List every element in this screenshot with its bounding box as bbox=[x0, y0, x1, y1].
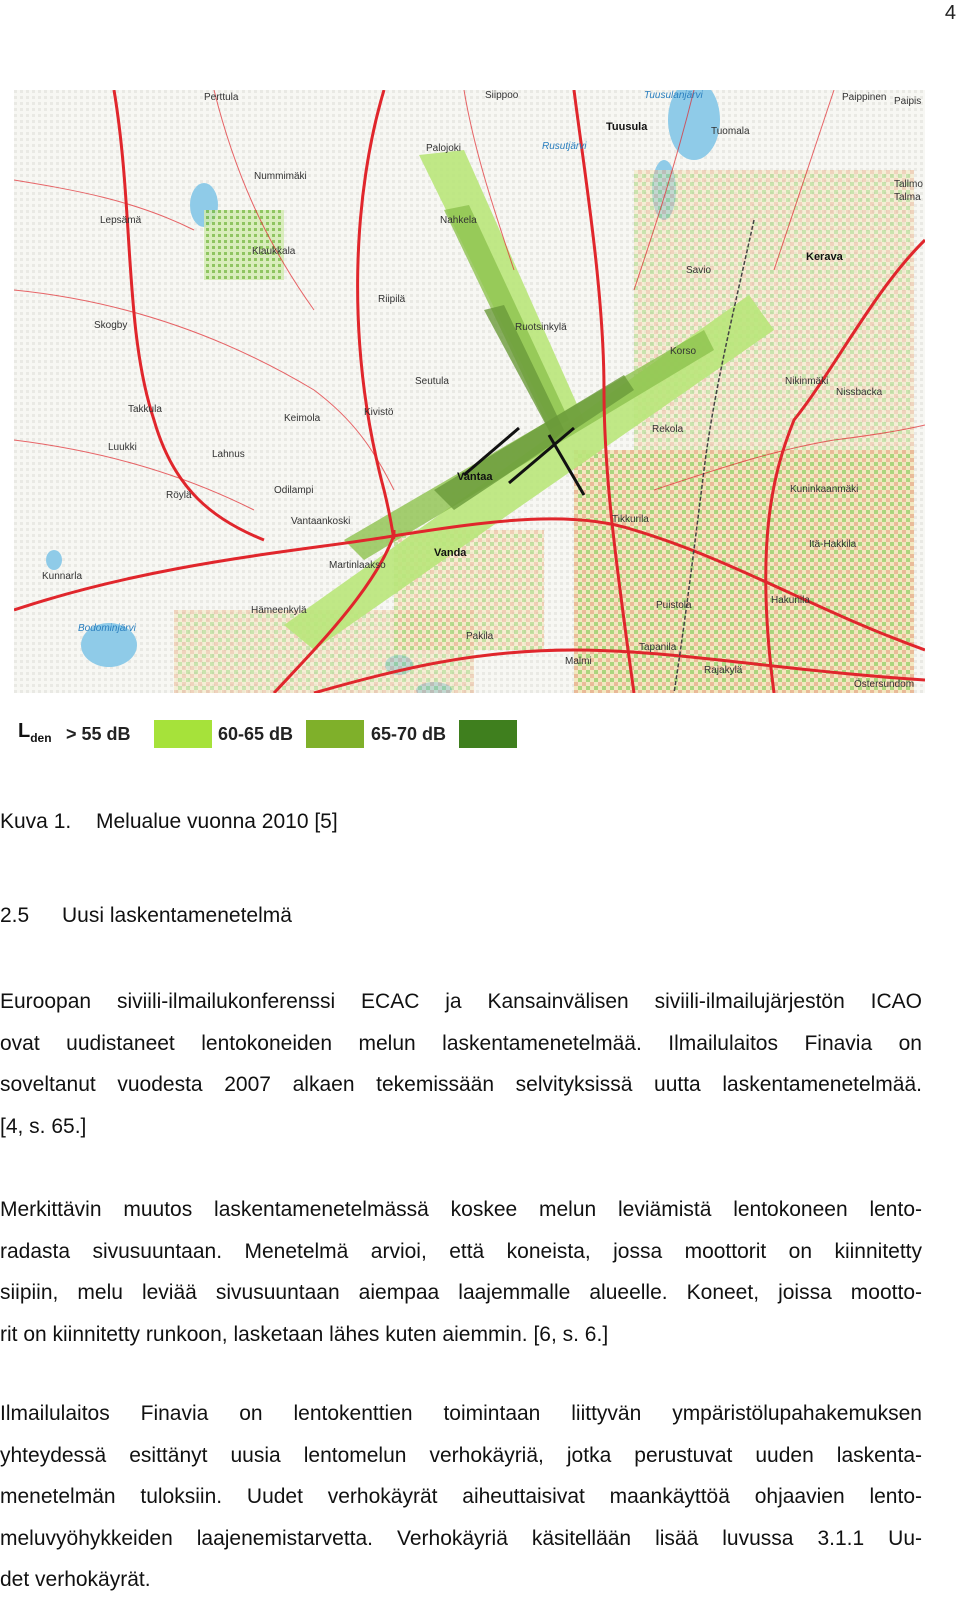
caption-text: Melualue vuonna 2010 [5] bbox=[96, 810, 338, 833]
paragraph-line: radasta sivusuuntaan. Menetelmä arvioi, että koneista, jossa moottorit on kiinnitetty bbox=[0, 1239, 922, 1263]
map-label-siippoo: Siippoo bbox=[485, 90, 519, 101]
map-label-keimola: Keimola bbox=[284, 413, 321, 424]
map-label-perttula: Perttula bbox=[204, 92, 239, 103]
map-label-hameenkyla: Hämeenkylä bbox=[251, 605, 307, 616]
map-label-martinlaakso: Martinlaakso bbox=[329, 560, 386, 571]
paragraph-line: det verhokäyrät. bbox=[0, 1568, 151, 1591]
legend-swatch-2 bbox=[306, 720, 364, 748]
map-label-takkula: Takkula bbox=[128, 404, 162, 415]
map-label-nummimaki: Nummimäki bbox=[254, 171, 307, 182]
map-label-savio: Savio bbox=[686, 265, 712, 276]
map-label-tuusula: Tuusula bbox=[606, 121, 648, 133]
map-label-ruotsinkyla: Ruotsinkylä bbox=[515, 322, 567, 333]
map-label-lepsama: Lepsämä bbox=[100, 215, 142, 226]
legend-swatch-3 bbox=[459, 720, 517, 748]
map-label-talma: Talma bbox=[894, 192, 921, 203]
paragraph-2 bbox=[0, 1189, 922, 1355]
map-label-tapanila: Tapanila bbox=[639, 642, 677, 653]
paragraph-line: siipiin, melu leviää sivusuuntaan aiempaa laajemmalle alueelle. Koneet, joissa mootto- bbox=[0, 1281, 922, 1304]
paragraph-line: [4, s. 65.] bbox=[0, 1114, 87, 1138]
caption-label: Kuva 1. bbox=[0, 810, 72, 833]
paragraph-line: rit on kiinnitetty runkoon, lasketaan lähes kuten aiemmin. [6, s. 6.] bbox=[0, 1322, 609, 1346]
map-label-kivisto: Kivistö bbox=[364, 407, 394, 418]
paragraph-line: Euroopan siviili-ilmailukonferenssi ECAC ja Kansainvälisen siviili-ilmailujärjestön ICAO bbox=[0, 990, 922, 1013]
legend-swatch-1 bbox=[154, 720, 212, 748]
paragraph-1 bbox=[0, 981, 922, 1147]
map-label-hakunila: Hakunila bbox=[771, 595, 810, 606]
map-label-luukki: Luukki bbox=[108, 442, 137, 453]
map-label-palojoki: Palojoki bbox=[426, 143, 462, 154]
noise-map-figure bbox=[14, 90, 925, 693]
paragraph-line: Merkittävin muutos laskentamenetelmässä koskee melun leviämistä lentokoneen lento- bbox=[0, 1198, 922, 1221]
map-label-nissbacka: Nissbacka bbox=[836, 387, 883, 398]
map-label-odilampi: Odilampi bbox=[274, 485, 314, 496]
map-label-vanda: Vanda bbox=[434, 547, 467, 559]
paragraph-line: menetelmän tuloksiin. Uudet verhokäyrät aiheuttaisivat maankäyttöä ohjaavien lento- bbox=[0, 1485, 922, 1508]
map-label-nahkela: Nahkela bbox=[440, 215, 477, 226]
section-number: 2.5 bbox=[0, 904, 30, 927]
map-label-rekola: Rekola bbox=[652, 424, 684, 435]
map-label-ita-hakkila: Itä-Hakkila bbox=[809, 539, 857, 550]
map-label-vantaankoski: Vantaankoski bbox=[291, 516, 351, 527]
map-label-tuusulanjarvi: Tuusulanjärvi bbox=[644, 90, 703, 101]
map-label-tuomala: Tuomala bbox=[711, 126, 750, 137]
map-label-nikinmaki: Nikinmäki bbox=[785, 376, 829, 387]
map-label-paipis: Paipis bbox=[894, 96, 922, 107]
map-label-kerava: Kerava bbox=[806, 251, 843, 263]
legend-label-3: 65-70 dB bbox=[371, 724, 447, 744]
section-title: Uusi laskentamenetelmä bbox=[62, 904, 292, 927]
map-label-kunnarla: Kunnarla bbox=[42, 571, 83, 582]
map-label-skogby: Skogby bbox=[94, 320, 128, 331]
paragraph-line: Ilmailulaitos Finavia on lentokenttien toimintaan liittyvän ympäristölupahakemuksen bbox=[0, 1402, 922, 1425]
map-label-ostersundom: Östersundom bbox=[854, 679, 915, 690]
map-label-tallmo: Tallmo bbox=[894, 179, 923, 190]
map-label-vantaa: Vantaa bbox=[457, 471, 493, 483]
paragraph-line: ovat uudistaneet lentokoneiden melun laskentamenetelmää. Ilmailulaitos Finavia on bbox=[0, 1031, 922, 1055]
map-legend bbox=[14, 718, 534, 748]
paragraph-line: soveltanut vuodesta 2007 alkaen tekemissään selvityksissä uutta laskentamenetelmää. bbox=[0, 1073, 922, 1096]
map-label-lahnus: Lahnus bbox=[212, 449, 245, 460]
map-label-pakila: Pakila bbox=[466, 631, 494, 642]
map-label-tikkurila: Tikkurila bbox=[612, 514, 649, 525]
map-label-korso: Korso bbox=[670, 346, 697, 357]
paragraph-3 bbox=[0, 1393, 922, 1601]
map-label-rajakyla: Rajakylä bbox=[704, 665, 743, 676]
map-label-royla: Röylä bbox=[166, 490, 192, 501]
noise-map bbox=[14, 90, 925, 693]
page-number: 4 bbox=[944, 2, 956, 24]
paragraph-line: meluvyöhykkeiden laajenemistarvetta. Verhokäyriä käsitellään lisää luvussa 3.1.1 Uu- bbox=[0, 1526, 922, 1550]
section-heading bbox=[0, 904, 292, 928]
map-label-kuninkaanmaki: Kuninkaanmäki bbox=[790, 484, 859, 495]
map-label-bodominjarvi: Bodominjärvi bbox=[78, 623, 136, 634]
map-label-puistola: Puistola bbox=[656, 600, 692, 611]
map-label-malmi: Malmi bbox=[565, 656, 592, 667]
paragraph-line: yhteydessä esittänyt uusia lentomelun verhokäyriä, jotka perustuvat uuden laskenta- bbox=[0, 1443, 922, 1467]
legend-lden: $L_{den}$ bbox=[18, 720, 52, 745]
legend-label-2: 60-65 dB bbox=[218, 724, 294, 744]
map-label-klaukkala: Klaukkala bbox=[252, 246, 296, 257]
legend-label-1: > 55 dB bbox=[66, 724, 131, 744]
map-label-paippinen: Paippinen bbox=[842, 92, 887, 103]
figure-caption bbox=[0, 810, 338, 834]
map-label-rusutjarvi: Rusutjärvi bbox=[542, 141, 587, 152]
map-label-seutula: Seutula bbox=[415, 376, 449, 387]
map-label-riipila: Riipilä bbox=[378, 294, 406, 305]
